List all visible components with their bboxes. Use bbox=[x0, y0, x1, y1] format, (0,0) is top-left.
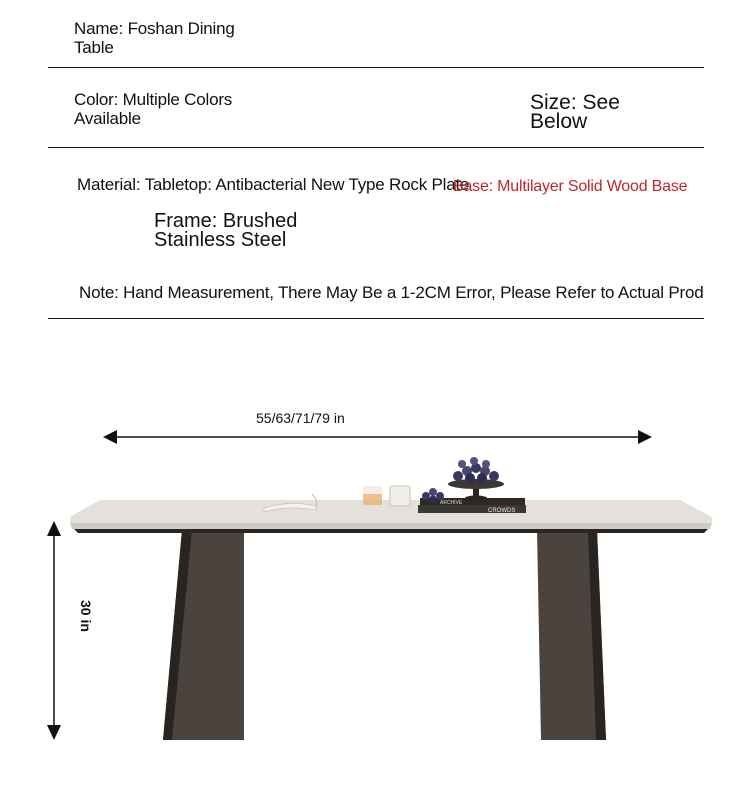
frame-line-2: Stainless Steel bbox=[154, 229, 287, 251]
material-field: Material: Tabletop: Antibacterial New Type Rock Plate bbox=[77, 175, 470, 194]
glass-icon bbox=[363, 486, 382, 505]
left-leg bbox=[163, 530, 244, 740]
size-line-2: Below bbox=[530, 110, 588, 133]
height-label: 30 in bbox=[78, 600, 94, 632]
right-leg bbox=[537, 530, 606, 740]
color-line-2: Available bbox=[74, 109, 141, 128]
note-field: Note: Hand Measurement, There May Be a 1-2CM Error, Please Refer to Actual Prod bbox=[79, 283, 704, 302]
book-title-1: ARCHIVE bbox=[440, 500, 463, 506]
name-line-2: Table bbox=[74, 38, 114, 57]
name-line-1: Name: Foshan Dining bbox=[74, 19, 235, 38]
width-label: 55/63/71/79 in bbox=[256, 410, 345, 426]
fruit-bowl-icon bbox=[448, 457, 504, 501]
base-field: Base: Multilayer Solid Wood Base bbox=[453, 178, 688, 195]
height-arrow bbox=[47, 521, 61, 740]
size-line-1: Size: See bbox=[530, 91, 620, 114]
glass-icon bbox=[390, 486, 410, 506]
book-title-2: CROWDS bbox=[488, 508, 516, 514]
width-arrow bbox=[103, 430, 652, 444]
frame-line-1: Frame: Brushed bbox=[154, 210, 298, 232]
color-line-1: Color: Multiple Colors bbox=[74, 90, 233, 109]
